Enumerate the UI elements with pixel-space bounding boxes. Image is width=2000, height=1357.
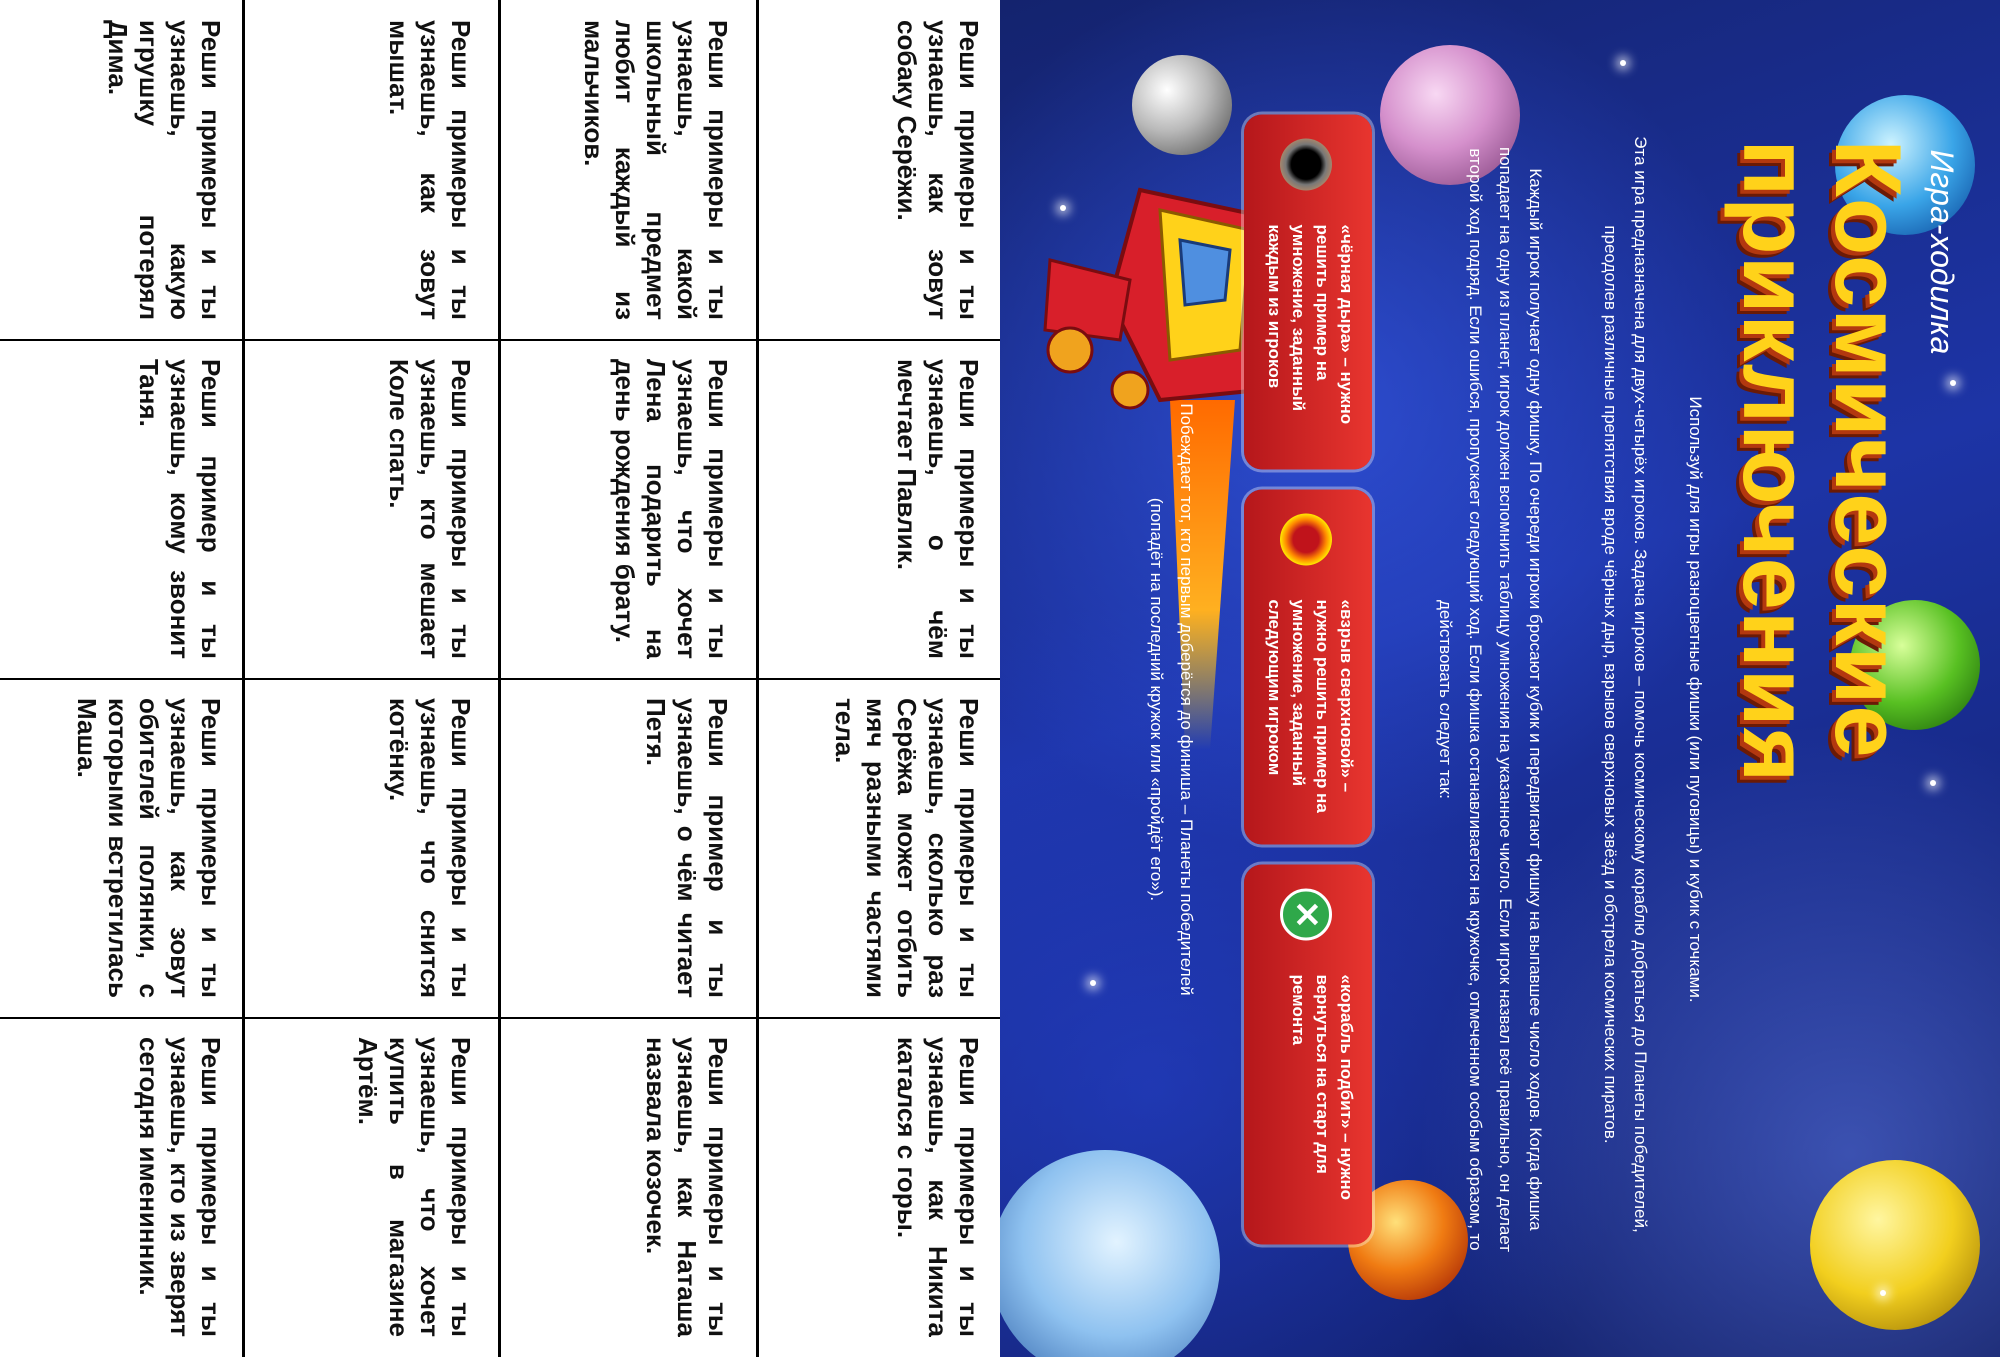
task-card-text: Реши примеры и ты узнаешь, как Наташа назвала козочек. (641, 1037, 733, 1337)
task-card-text: Реши примеры и ты узнаешь, как зовут мышат. (384, 19, 476, 320)
task-card (0, 339, 242, 678)
task-card-text: Реши примеры и ты узнаешь, какую игрушку потерял Дима. (103, 19, 226, 320)
game-description: Эта игра предназначена для двух-четырёх игроков. Задача игроков – помочь космическому кораблю добраться до Планеты победителей, преодолев различные препятствия вроде чёрных дыр, взрывов сверхновых звёзд и обстрела космических пиратов. (1601, 136, 1650, 1233)
task-card (244, 339, 498, 678)
game-info-panel (1000, 0, 2000, 1357)
winner-text: Побеждает тот, кто первым доберётся до финиша – Планеты победителей (1177, 403, 1196, 996)
task-card (758, 1017, 1000, 1357)
task-card-text: Реши примеры и ты узнаешь, кто из зверят сегодня именинник. (134, 1037, 226, 1337)
task-card-text: Реши примеры и ты узнаешь, как зовут обителей полянки, с которыми встретилась Маша. (72, 697, 226, 998)
task-card-text: Реши примеры и ты узнаешь, что хочет купить в магазине Артём. (353, 1037, 476, 1337)
rule-black-hole (1244, 115, 1372, 470)
task-card-text: Реши примеры и ты узнаешь, сколько раз Серёжа может отбить мяч разными частями тела. (830, 697, 984, 998)
task-card (758, 0, 1000, 339)
task-card (500, 339, 756, 678)
rule-ship-hit (1244, 865, 1372, 1245)
task-card (500, 1017, 756, 1357)
task-card-text: Реши примеры и ты узнаешь, какой школьный предмет любит каждый из мальчиков. (579, 19, 733, 320)
winner-note: (попадёт на последний кружок или «пройдёт его»). (1147, 497, 1166, 902)
task-card-text: Реши примеры и ты узнаешь, что хочет Лена подарить на день рождения брату. (610, 358, 733, 659)
game-rules-text: Каждый игрок получает одну фишку. По очереди игроки бросают кубик и передвигают фишку на выпавшее число ходов. Когда фишка попадает на одну из планет, игрок должен вспомнить таблицу умножения на указанное число. Если игрок назвал всё правильно, он делает второй ход подряд. Если ошибся, пропускает следующий ход. Если фишка останавливается на кружочке, отмеченном особым образом, то действовать следует так: (1436, 147, 1545, 1252)
task-card (500, 0, 756, 339)
task-card (0, 1017, 242, 1357)
task-card-text: Реши пример и ты узнаешь, кому звонит Таня. (134, 358, 226, 659)
task-card-text: Реши примеры и ты узнаешь, что снится котёнку. (384, 697, 476, 998)
game-cover (1000, 0, 2000, 1357)
x-mark-icon: ✕ (1280, 889, 1332, 941)
task-card-text: Реши примеры и ты узнаешь, как Никита катался с горы. (892, 1037, 984, 1337)
task-card (244, 0, 498, 339)
task-card (500, 678, 756, 1017)
game-title-line1: Космические (1816, 139, 1921, 759)
rule-supernova (1244, 490, 1372, 845)
task-card-text: Реши примеры и ты узнаешь, о чём мечтает Павлик. (892, 358, 984, 659)
rule-text: «взрыв сверхновой» – нужно решить пример на умножение, заданный следующим игроком (1265, 599, 1356, 813)
task-card (0, 0, 242, 339)
task-card (244, 1017, 498, 1357)
supernova-icon (1280, 514, 1332, 566)
game-subtitle: Игра-ходилка (1924, 149, 1960, 355)
task-card (0, 678, 242, 1017)
task-card-text: Реши примеры и ты узнаешь, как зовут собаку Серёжи. (892, 19, 984, 320)
task-card (758, 678, 1000, 1017)
rule-text: «чёрная дыра» – нужно решить пример на умножение, заданный каждым из игроков (1265, 224, 1356, 425)
black-hole-icon (1280, 139, 1332, 191)
game-title-line2: приключения (1724, 139, 1829, 784)
task-card-text: Реши пример и ты узнаешь, о чём читает Петя. (641, 697, 733, 998)
game-intro: Используй для игры разноцветные фишки (или пуговицы) и кубик с точками. (1686, 396, 1705, 1003)
task-card-text: Реши примеры и ты узнаешь, кто мешает Коле спать. (384, 358, 476, 659)
task-card (758, 339, 1000, 678)
rule-text: «корабль подбит» – нужно вернуться на старт для ремонта (1289, 974, 1356, 1200)
task-card (244, 678, 498, 1017)
